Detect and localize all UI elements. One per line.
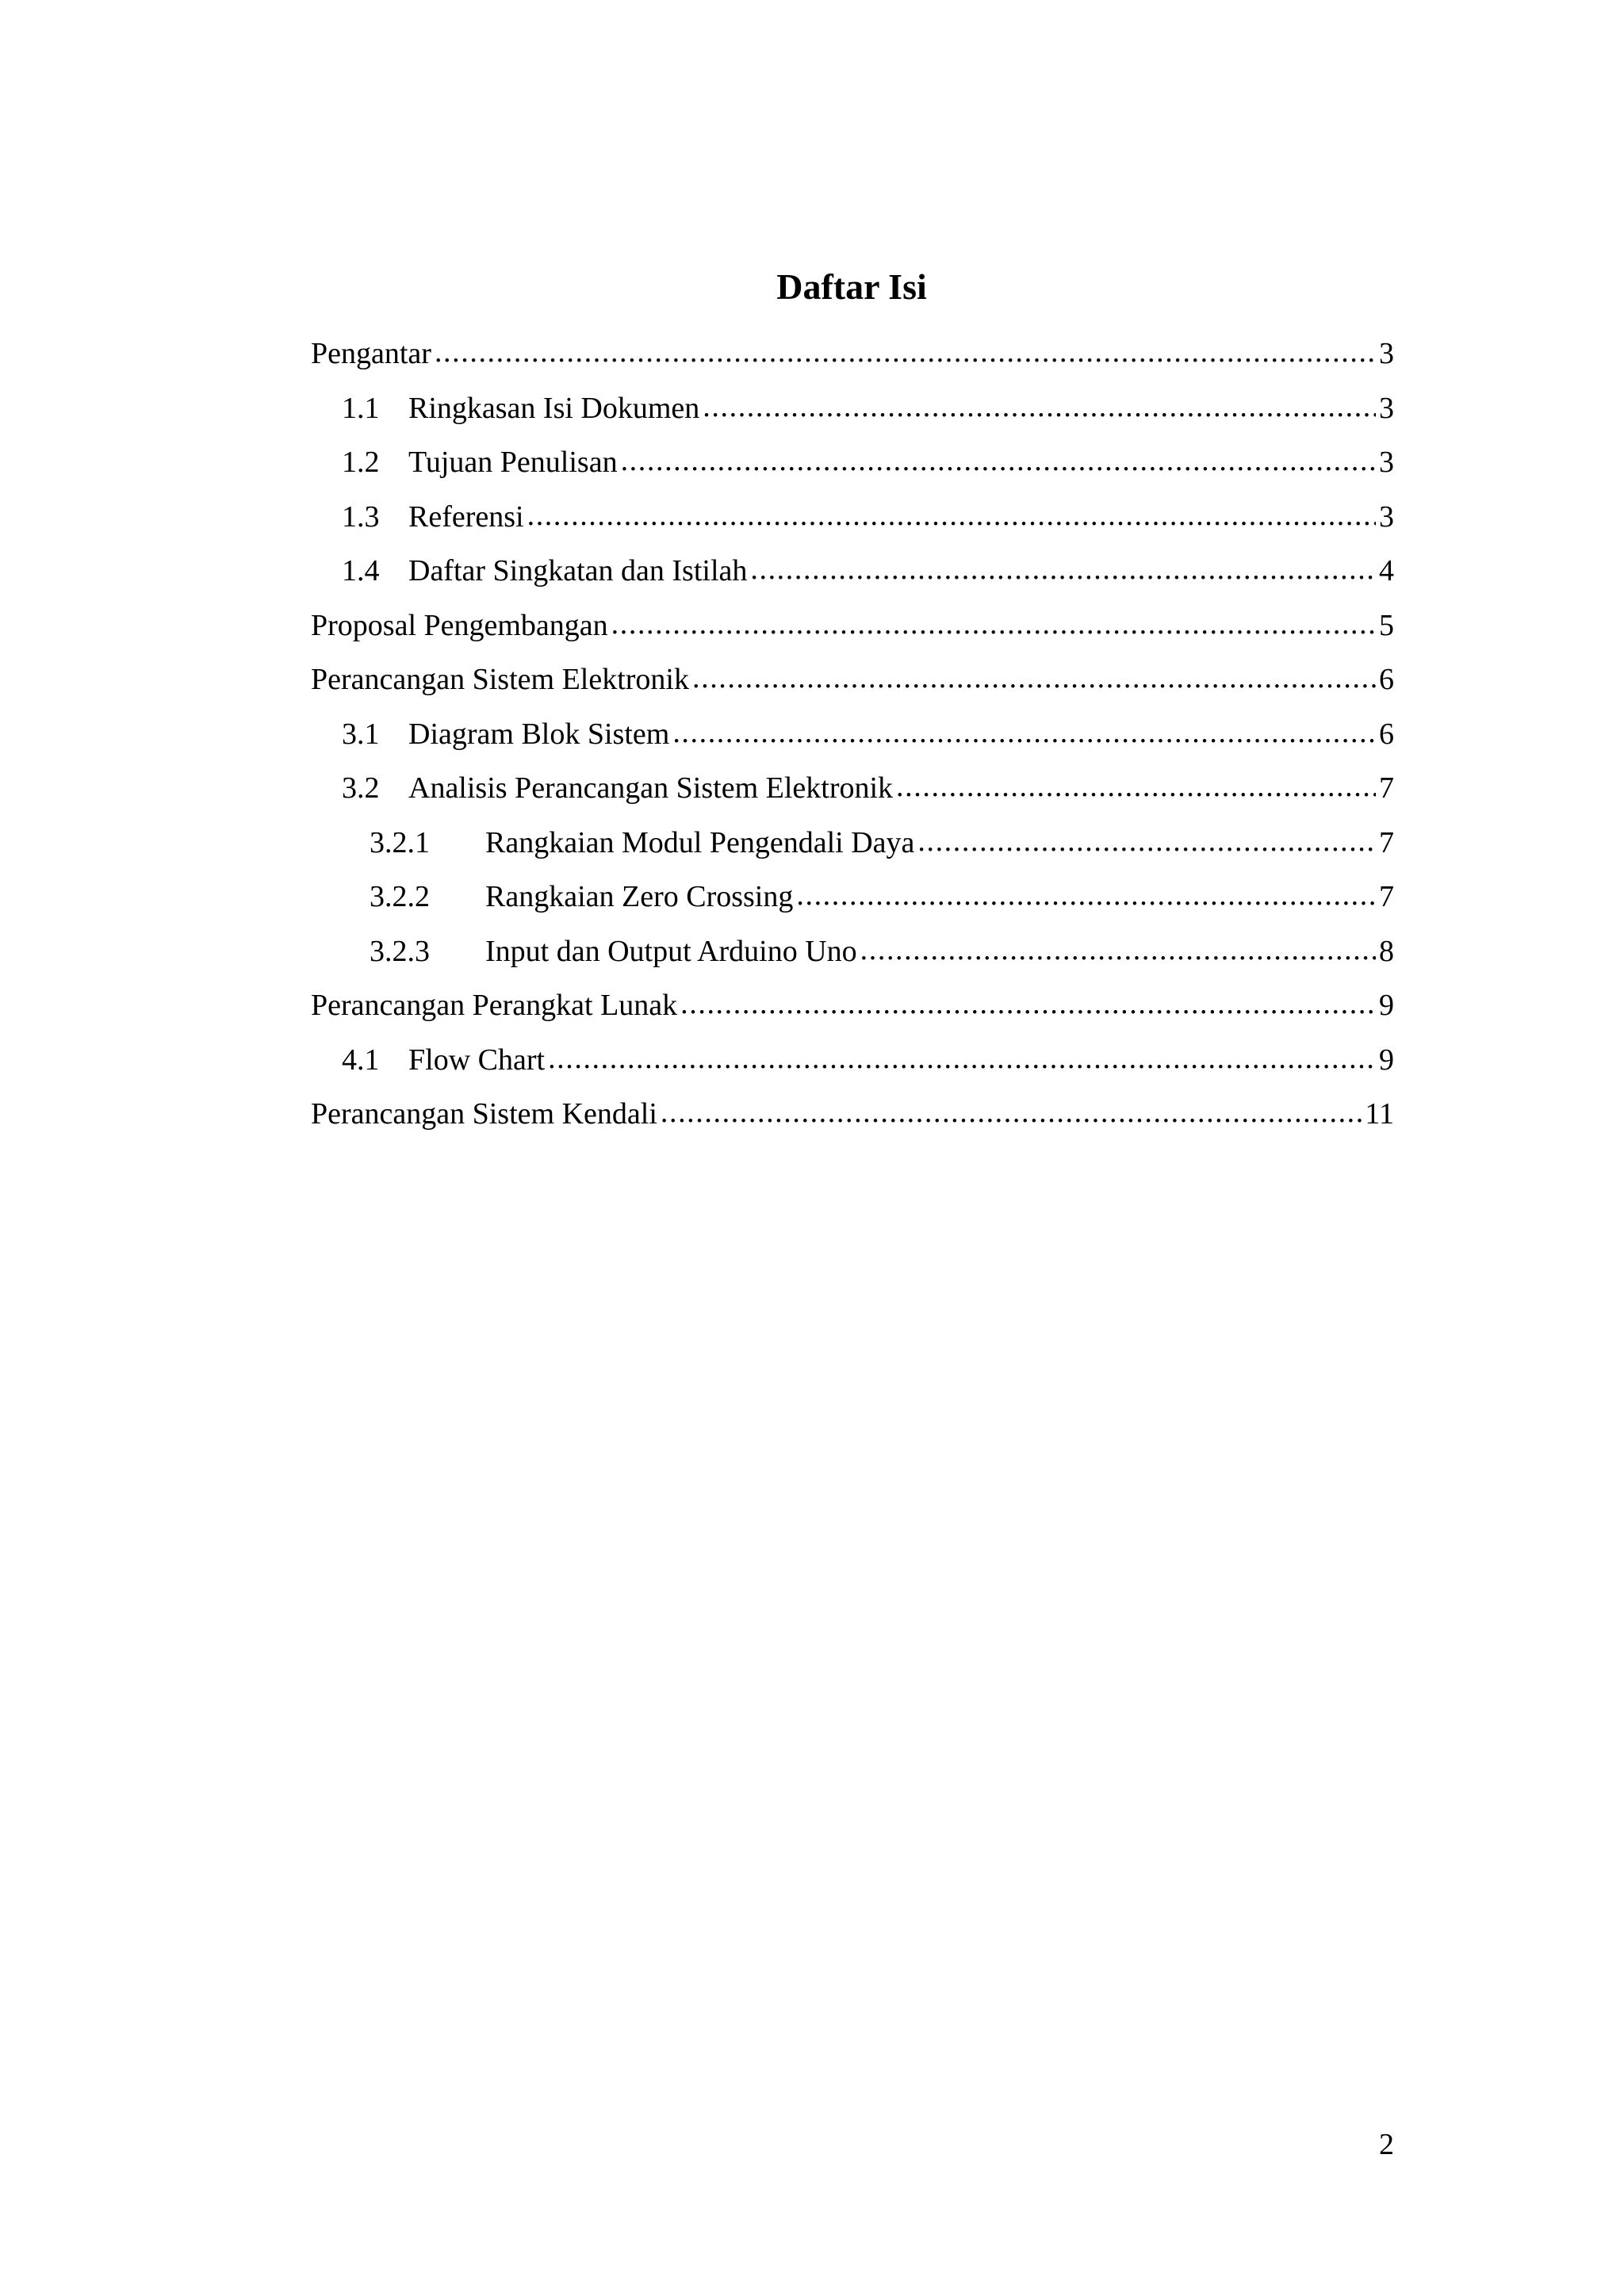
toc-dot-leader	[896, 760, 1376, 814]
toc-dot-leader	[692, 651, 1376, 706]
toc-entry-title: Rangkaian Zero Crossing	[485, 880, 794, 913]
toc-dot-leader	[917, 814, 1376, 869]
toc-entry-page: 9	[1379, 1043, 1394, 1077]
toc-entry[interactable]	[311, 1087, 1394, 1142]
toc-entry[interactable]	[311, 924, 1394, 979]
toc-entry-number: 1.4	[342, 554, 380, 587]
toc-entry-number: 3.2.2	[370, 880, 430, 913]
toc-entry[interactable]	[311, 1033, 1394, 1088]
toc-dot-leader	[860, 923, 1376, 978]
toc-dot-leader	[703, 380, 1376, 434]
toc-entry-title: Referensi	[408, 499, 524, 534]
toc-entry-title: Input dan Output Arduino Uno	[485, 934, 857, 968]
toc-entry[interactable]	[311, 978, 1394, 1033]
toc-dot-leader	[672, 706, 1376, 760]
toc-entry-page: 6	[1379, 717, 1394, 751]
toc-dot-leader	[750, 542, 1376, 597]
toc-entry-page: 4	[1379, 554, 1394, 587]
toc-entry-number: 1.1	[342, 391, 380, 425]
toc-entry-page: 3	[1379, 446, 1394, 479]
toc-dot-leader	[796, 868, 1376, 923]
toc-dot-leader	[548, 1031, 1376, 1086]
toc-entry-title: Diagram Blok Sistem	[408, 717, 670, 751]
toc-entry[interactable]	[311, 707, 1394, 762]
toc-entry[interactable]	[311, 870, 1394, 924]
toc-entry-page: 7	[1379, 771, 1394, 805]
toc-entry-number: 3.2	[342, 771, 380, 805]
toc-entry[interactable]	[311, 816, 1394, 871]
toc-entry-title: Perancangan Sistem Elektronik	[311, 663, 689, 696]
toc-entry-page: 7	[1379, 880, 1394, 913]
toc-title: Daftar Isi	[776, 266, 927, 307]
toc-dot-leader	[661, 1085, 1362, 1140]
toc-entry-title: Tujuan Penulisan	[408, 446, 618, 479]
toc-entry[interactable]	[311, 544, 1394, 599]
table-of-contents	[311, 327, 1394, 1142]
page-number: 2	[1379, 2128, 1394, 2161]
toc-entry-page: 3	[1379, 391, 1394, 425]
toc-dot-leader	[621, 434, 1376, 488]
toc-entry-title: Perancangan Perangkat Lunak	[311, 989, 678, 1022]
toc-entry[interactable]	[311, 599, 1394, 653]
toc-entry-title: Proposal Pengembangan	[311, 608, 608, 642]
toc-dot-leader	[527, 488, 1376, 543]
toc-entry[interactable]	[311, 327, 1394, 381]
toc-entry-title: Ringkasan Isi Dokumen	[408, 391, 700, 425]
toc-entry-number: 3.1	[342, 717, 380, 751]
toc-entry-title: Pengantar	[311, 337, 431, 370]
toc-entry-page: 9	[1379, 989, 1394, 1022]
toc-entry-title: Perancangan Sistem Kendali	[311, 1097, 657, 1131]
toc-entry[interactable]	[311, 761, 1394, 816]
toc-dot-leader	[680, 977, 1376, 1031]
toc-dot-leader	[435, 325, 1376, 380]
toc-entry-number: 1.3	[342, 499, 380, 534]
toc-entry[interactable]	[311, 490, 1394, 545]
toc-entry-page: 7	[1379, 825, 1394, 859]
toc-entry-page: 6	[1379, 663, 1394, 696]
toc-dot-leader	[611, 597, 1376, 652]
toc-entry-number: 4.1	[342, 1043, 380, 1077]
toc-entry-number: 3.2.1	[370, 825, 430, 859]
toc-entry[interactable]	[311, 652, 1394, 707]
toc-entry-page: 8	[1379, 934, 1394, 968]
toc-entry-page: 3	[1379, 499, 1394, 534]
toc-entry[interactable]	[311, 435, 1394, 490]
toc-entry-title: Flow Chart	[408, 1043, 546, 1077]
toc-entry[interactable]	[311, 381, 1394, 436]
toc-entry-page: 3	[1379, 337, 1394, 370]
toc-entry-number: 3.2.3	[370, 934, 430, 968]
toc-entry-number: 1.2	[342, 446, 380, 479]
toc-entry-title: Rangkaian Modul Pengendali Daya	[485, 825, 915, 859]
toc-entry-page: 11	[1365, 1097, 1394, 1131]
toc-entry-title: Daftar Singkatan dan Istilah	[408, 554, 748, 587]
toc-entry-title: Analisis Perancangan Sistem Elektronik	[408, 771, 894, 805]
toc-entry-page: 5	[1379, 608, 1394, 642]
